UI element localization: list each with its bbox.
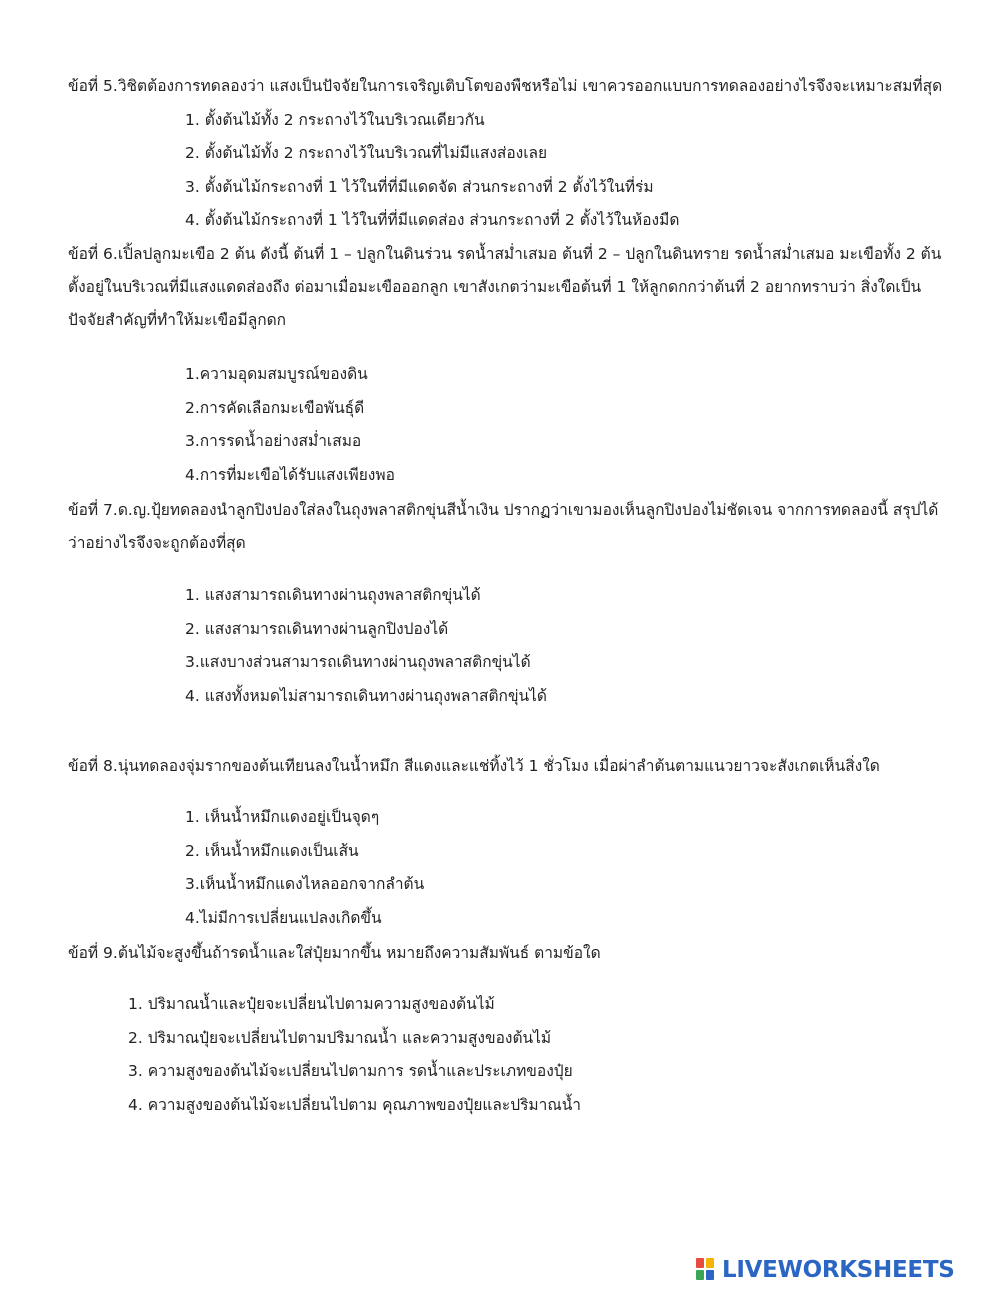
question-8-option-3: 3.เห็นน้ำหมึกแดงไหลออกจากลำต้น (185, 875, 425, 893)
question-5-option-1: 1. ตั้งต้นไม้ทั้ง 2 กระถางไว้ในบริเวณเดียวกัน (185, 111, 485, 129)
question-9-option-4: 4. ความสูงของต้นไม้จะเปลี่ยนไปตาม คุณภาพของปุ๋ยและปริมาณน้ำ (128, 1096, 582, 1114)
question-8-text: ข้อที่ 8.นุ่นทดลองจุ่มรากของต้นเทียนลงในน้ำหมึก สีแดงและแช่ทิ้งไว้ 1 ชั่วโมง เมื่อผ่าลำต้นตามแนวยาวจะสังเกตเห็นสิ่งใด (68, 757, 880, 775)
question-7-option-1: 1. แสงสามารถเดินทางผ่านถุงพลาสติกขุ่นได้ (185, 586, 481, 604)
question-6-option-4: 4.การที่มะเขือได้รับแสงเพียงพอ (185, 466, 395, 484)
liveworksheets-logo-icon (696, 1258, 716, 1282)
question-5-text: ข้อที่ 5.วิชิตต้องการทดลองว่า แสงเป็นปัจจัยในการเจริญเติบโตของพืชหรือไม่ เขาควรออกแบบการทดลองอย่างไรจึงจะเหมาะสมที่สุด (68, 77, 943, 95)
question-6-option-2: 2.การคัดเลือกมะเขือพันธุ์ดี (185, 399, 365, 417)
question-5-option-2: 2. ตั้งต้นไม้ทั้ง 2 กระถางไว้ในบริเวณที่ไม่มีแสงส่องเลย (185, 144, 548, 162)
question-5-option-4: 4. ตั้งต้นไม้กระถางที่ 1 ไว้ในที่ที่มีแดดส่อง ส่วนกระถางที่ 2 ตั้งไว้ในห้องมืด (185, 211, 680, 229)
question-6-option-3: 3.การรดน้ำอย่างสม่ำเสมอ (185, 432, 362, 450)
question-8-option-2: 2. เห็นน้ำหมึกแดงเป็นเส้น (185, 842, 359, 860)
question-7-option-3: 3.แสงบางส่วนสามารถเดินทางผ่านถุงพลาสติกขุ่นได้ (185, 653, 531, 671)
liveworksheets-brand-text: LIVEWORKSHEETS (722, 1257, 955, 1283)
question-6-text: ข้อที่ 6.เปิ้ลปลูกมะเขือ 2 ต้น ดังนี้ ต้นที่ 1 – ปลูกในดินร่วน รดน้ำสม่ำเสมอ ต้นที่ 2 – ปลูกในดินทราย รดน้ำสม่ำเสมอ มะเขือทั้ง 2 ต้น ตั้งอยู่ในบริเวณที่มีแสงแดดส่องถึง ต่อมาเมื่อมะเขือออกลูก เขาสังเกตว่ามะเขือต้นที่ 1 ให้ลูกดกกว่าต้นที่ 2 อยากทราบว่า สิ่งใดเป็นปัจจัยสำคัญที่ทำให้มะเขือมีลูกดก (68, 245, 942, 329)
question-6-option-1: 1.ความอุดมสมบูรณ์ของดิน (185, 365, 368, 383)
liveworksheets-logo (696, 1253, 954, 1287)
question-9-option-3: 3. ความสูงของต้นไม้จะเปลี่ยนไปตามการ รดน้ำและประเภทของปุ๋ย (128, 1062, 573, 1080)
question-8-option-4: 4.ไม่มีการเปลี่ยนแปลงเกิดขึ้น (185, 909, 382, 927)
question-7-option-2: 2. แสงสามารถเดินทางผ่านลูกปิงปองได้ (185, 620, 449, 638)
question-9-option-2: 2. ปริมาณปุ๋ยจะเปลี่ยนไปตามปริมาณน้ำ และความสูงของต้นไม้ (128, 1029, 552, 1047)
question-7-text: ข้อที่ 7.ด.ญ.ปุ้ยทดลองนำลูกปิงปองใส่ลงในถุงพลาสติกขุ่นสีน้ำเงิน ปรากฏว่าเขามองเห็นลูกปิงปองไม่ชัดเจน จากการทดลองนี้ สรุปได้ว่าอย่างไรจึงจะถูกต้องที่สุด (68, 501, 939, 552)
question-7-option-4: 4. แสงทั้งหมดไม่สามารถเดินทางผ่านถุงพลาสติกขุ่นได้ (185, 687, 547, 705)
question-8-option-1: 1. เห็นน้ำหมึกแดงอยู่เป็นจุดๆ (185, 808, 380, 826)
question-5-option-3: 3. ตั้งต้นไม้กระถางที่ 1 ไว้ในที่ที่มีแดดจัด ส่วนกระถางที่ 2 ตั้งไว้ในที่ร่ม (185, 178, 654, 196)
question-9-text: ข้อที่ 9.ต้นไม้จะสูงขึ้นถ้ารดน้ำและใส่ปุ๋ยมากขึ้น หมายถึงความสัมพันธ์ ตามข้อใด (68, 944, 601, 962)
question-9-option-1: 1. ปริมาณน้ำและปุ๋ยจะเปลี่ยนไปตามความสูงของต้นไม้ (128, 995, 495, 1013)
